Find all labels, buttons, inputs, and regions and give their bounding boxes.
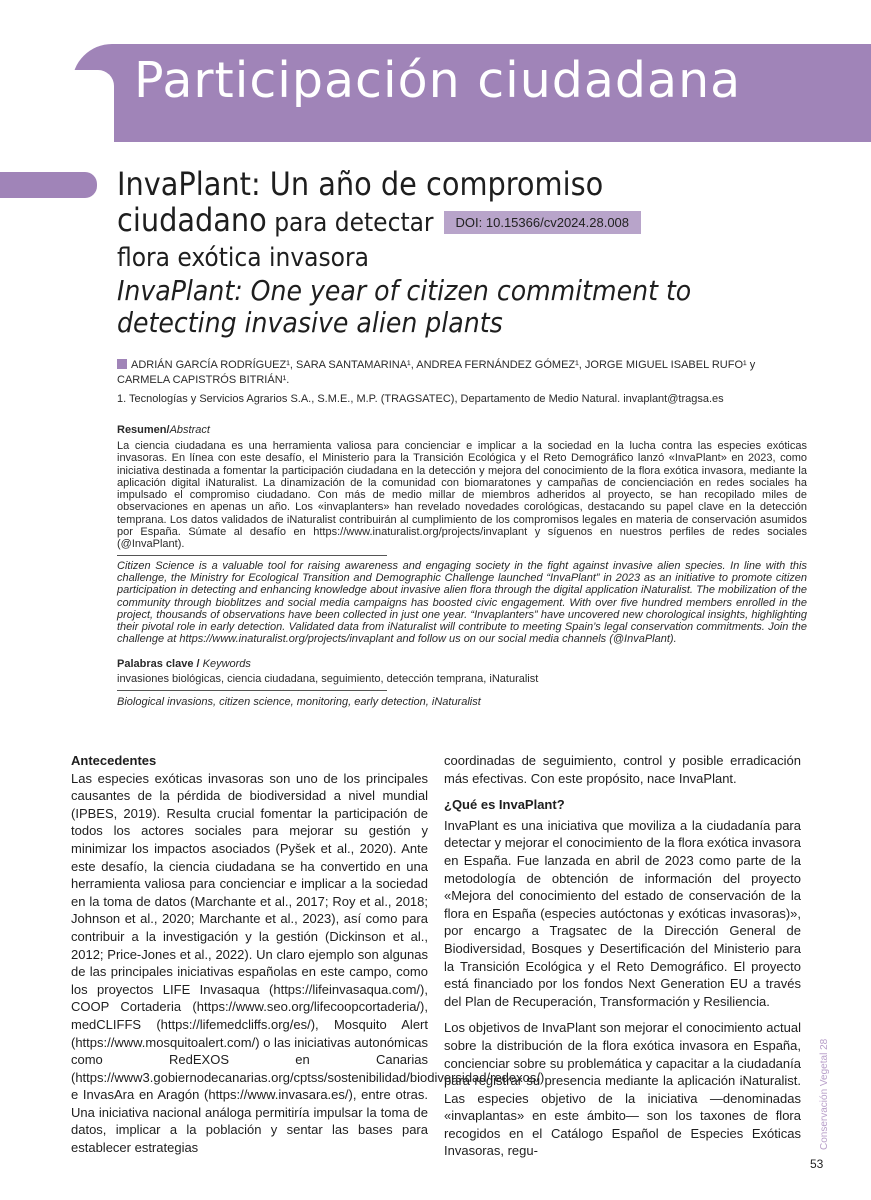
author-bullet-icon	[117, 359, 127, 369]
keywords-heading	[117, 657, 807, 671]
author-list	[117, 358, 807, 388]
keywords-heading-es: Palabras clave /	[117, 657, 203, 670]
title-es-line2-word: ciudadano	[117, 201, 267, 239]
banner-notch-decoration	[72, 70, 114, 142]
title-es-line2	[117, 202, 837, 241]
journal-side-label: Conservación Vegetal 28	[819, 1038, 830, 1150]
spacer	[444, 1010, 801, 1019]
doi-badge[interactable]: DOI: 10.15366/cv2024.28.008	[444, 211, 641, 234]
que-es-paragraph-2: Los objetivos de InvaPlant son mejorar el conocimiento actual sobre la distribución de la flora exótica invasora en España, concienciar sobre su problemática y capacitar a la ciudadanía para registrar su presencia mediante la aplicación iNaturalist. Las especies objetivo de la iniciativa —denominadas «invaplantas» en este ámbito— son los taxones de flora recogidos en el Catálogo Español de Especies Exóticas Invasoras, regu-	[444, 1020, 801, 1159]
body-column-right	[444, 752, 801, 1160]
title-es-line1: InvaPlant: Un año de compromiso	[117, 165, 604, 203]
abstract-section	[117, 423, 807, 709]
title-marker-tab	[0, 172, 97, 198]
spacer	[444, 787, 801, 796]
affiliation: 1. Tecnologías y Servicios Agrarios S.A., S.M.E., M.P. (TRAGSATEC), Departamento de Medio Natural. invaplant@tragsa.es	[117, 393, 724, 405]
abstract-heading-es: Resumen/	[117, 424, 170, 436]
antecedentes-heading: Antecedentes	[71, 753, 157, 768]
antecedentes-continued: coordinadas de seguimiento, control y posible erradicación más efectivas. Con este propósito, nace InvaPlant.	[444, 753, 801, 786]
abstract-heading	[117, 423, 807, 438]
antecedentes-paragraph: Las especies exóticas invasoras son uno de los principales causantes de la pérdida de biodiversidad a nivel mundial (IPBES, 2019). Resulta crucial fomentar la participación de todos los actores sociales para mejorar su gestión y minimizar los impactos asociados (Pyšek et al., 2020). Ante este desafío, la ciencia ciudadana se ha convertido en una herramienta valiosa para concienciar e implicar a la sociedad en la toma de datos (Marchante et al., 2017; Roy et al., 2018; Johnson et al., 2020; Marchante et al., 2023), así como para contribuir a la investigación y la gestión (Dickinson et al., 2012; Price-Jones et al., 2022). Un claro ejemplo son algunas de las principales iniciativas españolas en este campo, como los proyectos LIFE Invasaqua (https://lifeinvasaqua.com/), COOP Cortaderia (https://www.seo.org/lifecoopcortaderia/), medCLIFFS (https://lifemedcliffs.org/es/), Mosquito Alert (https://www.mosquitoalert.com/) o las iniciativas autonómicas como RedEXOS en Canarias (https://www3.gobiernodecanarias.org/cptss/sostenibilidad/biodiversidad/redexos/) e InvasAra en Aragón (https://www.invasara.es/), entre otras. Una iniciativa nacional análoga permitiría impulsar la toma de datos, implicar a la población y sentar las bases para establecer estrategias	[71, 770, 545, 1156]
section-title: Participación ciudadana	[134, 52, 742, 109]
que-es-heading: ¿Qué es InvaPlant?	[444, 797, 565, 813]
keywords-en: Biological invasions, citizen science, monitoring, early detection, iNaturalist	[117, 695, 481, 708]
keywords-heading-en: Keywords	[202, 657, 251, 670]
title-es-line2-rest: para detectar	[266, 208, 434, 238]
title-es-line3: flora exótica invasora	[117, 243, 369, 273]
title-en-line1: InvaPlant: One year of citizen commitment to	[117, 274, 692, 307]
abstract-heading-en: Abstract	[169, 424, 210, 436]
title-en-line2: detecting invasive alien plants	[117, 306, 503, 339]
authors-text: ADRIÁN GARCÍA RODRÍGUEZ¹, SARA SANTAMARINA¹, ANDREA FERNÁNDEZ GÓMEZ¹, JORGE MIGUEL ISABEL RUFO¹ y CARMELA CAPISTRÓS BITRIÁN¹.	[117, 359, 756, 386]
abstract-text-en: Citizen Science is a valuable tool for raising awareness and engaging society in the fight against invasive alien species. In line with this challenge, the Ministry for Ecological Transition and Demographic Challenge launched “InvaPlant” in 2023 as an initiative to promote citizen participation in detecting and enhancing knowledge about invasive alien flora through the digital application iNaturalist. The mobilization of the community through bioblitzes and social media campaigns has boosted civic engagement. With over five hundred members enrolled in the project, thousands of observations have been collected in just one year. “Invaplanters” have uncovered new chorological insights, highlighting their pivotal role in early detection. Validated data from iNaturalist will contribute to meeting Spain’s legal conservation commitments. Join the challenge at https://www.inaturalist.org/projects/invaplant and follow us on our social media channels (@InvaPlant).	[117, 559, 807, 646]
page-number: 53	[810, 1157, 824, 1171]
que-es-paragraph-1: InvaPlant es una iniciativa que moviliza a la ciudadanía para detectar y mejorar el conocimiento de la flora exótica invasora en España. Fue lanzada en abril de 2023 como parte de la metodología de obtención de información del proyecto «Mejora del conocimiento del estado de conservación de la flora en España (especies autóctonas y exóticas invasoras)», por encargo a Tragsatec de la Dirección General de Biodiversidad, Bosques y Desertificación del Ministerio para la Transición Ecológica y el Reto Demográfico. El proyecto está financiado por los fondos Next Generation EU a través del Plan de Recuperación, Transformación y Resiliencia.	[444, 817, 801, 1009]
article-title-block	[117, 166, 837, 339]
abstract-text-es: La ciencia ciudadana es una herramienta valiosa para concienciar e implicar a la sociedad en la lucha contra las especies exóticas invasoras. En línea con este desafío, el Ministerio para la Transición Ecológica y el Reto Demográfico lanzó «InvaPlant» en 2023, como iniciativa destinada a fomentar la participación ciudadana en la detección y mejora del conocimiento de la flora exótica invasora, mediante la aplicación digital iNaturalist. La dinamización de la comunidad con biomaratones y campañas de concienciación en redes sociales ha impulsado el compromiso ciudadano. Con más de medio millar de miembros adheridos al proyecto, se han recopilado miles de observaciones en apenas un año. Los «invaplanters» han revelado novedades corológicas, destacando su papel clave en la detección temprana. Los datos validados de iNaturalist contribuirán al cumplimiento de los compromisos legales en materia de conservación asumidos por España. Súmate al desafío en https://www.inaturalist.org/projects/invaplant y síguenos en nuestros perfiles de redes sociales (@InvaPlant).	[117, 440, 807, 551]
abstract-divider	[117, 555, 387, 556]
keywords-es: invasiones biológicas, ciencia ciudadana, seguimiento, detección temprana, iNaturalist	[117, 672, 539, 685]
keywords-divider	[117, 690, 387, 691]
